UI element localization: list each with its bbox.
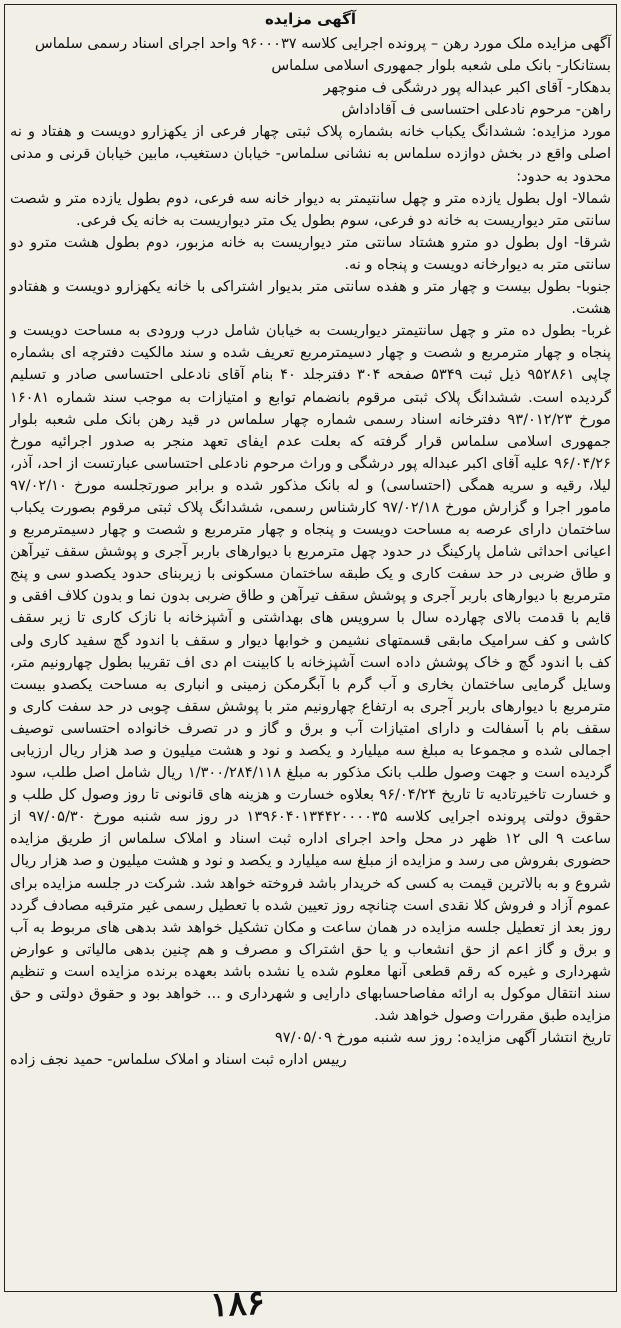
signature-line: رییس اداره ثبت اسناد و املاک سلماس- حمید نجف زاده	[10, 1051, 347, 1069]
header-line-case: آگهی مزایده ملک مورد رهن – پرونده اجرایی کلاسه ۹۶۰۰۰۳۷ واحد اجرای اسناد رسمی سلماس	[34, 35, 611, 52]
header-line-mortgagor: راهن- مرحوم نادعلی احتساسی ف آقاداداش	[341, 101, 611, 119]
handwritten-number: ۱۸۶	[208, 1282, 266, 1326]
header-line-creditor: بستانکار- بانک ملی شعبه بلوار جمهوری اسلامی سلماس	[271, 57, 611, 75]
paragraph-east-boundary: شرقا- اول بطول دو مترو هشتاد سانتی متر دیواریست به خانه مزبور، دوم بطول هشت مترو دو سانتی متر به دیوارخانه دویست و پنجاه و نه.	[10, 233, 611, 273]
paragraph-west-boundary-and-terms: غربا- بطول ده متر و چهل سانتیمتر دیواریست به خیابان شامل درب ورودی به مساحت دویست و پنجاه و چهار مترمربع و شصت و چهار دسیمترمربع تعریف شده و سند مالکیت دفترچه ای بشماره چاپی ۹۵۲۸۶۱ ذیل ثبت ۵۳۴۹ صفحه ۳۰۴ دفترجلد ۴۰ بنام آقای نادعلی احتساسی صادر و تسلیم گردیده است. ششدانگ پلاک ثبتی مرقوم بانضمام توابع و امتیازات به موجب سند شماره ۱۶۰۸۱ مورخ ۹۳/۰۱۲/۲۳ دفترخانه اسناد رسمی شماره چهار سلماس در قید رهن بانک ملی شعبه بلوار جمهوری اسلامی سلماس قرار گرفته که بعلت عدم ایفای تعهد منجر به صدور اجرائیه مورخ ۹۶/۰۴/۲۶ علیه آقای اکبر عبداله پور درشگی و وراث مرحوم نادعلی احتساسی عبارتست از احد، آذر، لیلا، رقیه و سریه همگی (احتساسی) و له بانک مذکور شده و برابر صورتجلسه مورخ ۹۷/۰۲/۱۰ مامور اجرا و گزارش مورخ ۹۷/۰۲/۱۸ کارشناس رسمی، ششدانگ پلاک ثبتی مرقوم بصورت یکباب ساختمان دارای عرصه به مساحت دویست و پنجاه و چهار مترمربع و شصت و چهار دسیمترمربع و اعیانی احداثی شامل پارکینگ در حدود چهل مترمربع با دیوارهای باربر آجری و پوشش سقف تیرآهن و طاق ضربی در حد سفت کاری و یک طبقه ساختمان مسکونی با زیربنای حدود یکصدو سی و پنج مترمربع با دیوارهای باربر آجری و پوشش سقف تیرآهن و طاق ضربی بدون نما و بدون کلاف افقی و قایم با قدمت بالای چهارده سال با سرویس های بهداشتی و آشپزخانه با نازک کاری تا زیر سقف کاشی و کف سرامیک مابقی قسمتهای نشیمن و خوابها دیوار و سقف با اندود گچ سفید کاری ولی کف با اندود گچ و خاک پوشش داده است آشپزخانه با کابینت ام دی اف تقریبا بطول چهارونیم متر، وسایل گرمایی ساختمان بخاری و آب گرم با آبگرمکن زمینی و انباری به مساحت یکصدو بیست مترمربع با دیوارهای باربر آجری به ارتفاع چهارونیم متر با پوشش سقف چوبی در حد سفت کاری و سقف بام با آسفالت و دارای امتیازات آب و برق و گاز و در تصرف خانواده احتساسی توصیف اجمالی شده و مجموعا به مبلغ سه میلیارد و یکصد و نود و هشت میلیون و صد هزار ریال ارزیابی گردیده است و جهت وصول طلب بانک مذکور به مبلغ ۱/۳۰۰/۲۸۴/۱۱۸ ریال شامل اصل طلب، سود و خسارت تاخیرتادیه تا تاریخ ۹۶/۰۴/۲۴ بعلاوه خسارت و هزینه های قانونی تا روز وصول کل طلب و حقوق دولتی پرونده اجرایی کلاسه ۱۳۹۶۰۴۰۱۳۴۴۲۰۰۰۰۳۵ در روز سه شنبه مورخ ۹۷/۰۵/۳۰ از ساعت ۹ الی ۱۲ ظهر در محل واحد اجرای اداره ثبت اسناد و املاک سلماس از طریق مزایده حضوری بفروش می رسد و مزایده از مبلغ سه میلیارد و یکصد و نود و هشت میلیون و صد هزار ریال شروع و به بالاترین قیمت به کسی که خریدار باشد فروخته خواهد شد. شرکت در جلسه مزایده برای عموم آزاد و فروش کلا نقدی است چنانچه روز تعیین شده با تعطیل رسمی غیر مترقبه مصادف گردد روز بعد از تعطیل جلسه مزایده در همان ساعت و مکان تشکیل خواهد شد بدهی های مربوط به آب و برق و گاز اعم از حق انشعاب و یا حق اشتراک و مصرف و هم چنین بدهی مالیاتی و عوارض شهرداری و غیره که رقم قطعی آنها معلوم شده یا نشده باشد بعهده برنده مزایده است و تنظیم سند انتقال موکول به ارائه مفاصاحسابهای دارایی و شهرداری و ... خواهد بود و حقوق دولتی و حق مزایده طبق مقررات وصول خواهد شد.	[10, 322, 612, 1025]
notice-body	[10, 33, 611, 1071]
paragraph-south-boundary: جنوبا- بطول بیست و چهار متر و هفده سانتی متر بدیوار اشتراکی با خانه یکهزارو دویست و هفتادو هشت.	[10, 278, 611, 318]
publish-date: تاریخ انتشار آگهی مزایده: روز سه شنبه مورخ ۹۷/۰۵/۰۹	[274, 1029, 611, 1047]
notice-title: آگهی مزایده	[264, 10, 357, 28]
paragraph-north-boundary: شمالا- اول بطول یازده متر و چهل سانتیمتر به دیوار خانه سه فرعی، دوم بطول یازده متر و شصت سانتی متر دیواریست به خانه دو فرعی، سوم بطول یک متر دیواریست به خانه یک فرعی.	[10, 189, 611, 229]
header-line-debtor: بدهکار- آقای اکبر عبداله پور درشگی ف منوچهر	[323, 79, 611, 97]
paragraph-subject: مورد مزایده: ششدانگ یکباب خانه بشماره پلاک ثبتی چهار فرعی از یکهزارو دویست و هفتاد و نه اصلی واقع در بخش دوازده سلماس به نشانی سلماس- خیابان دستغیب، مابین خیابان قرنی و مدنی محدود به حدود:	[10, 123, 611, 185]
